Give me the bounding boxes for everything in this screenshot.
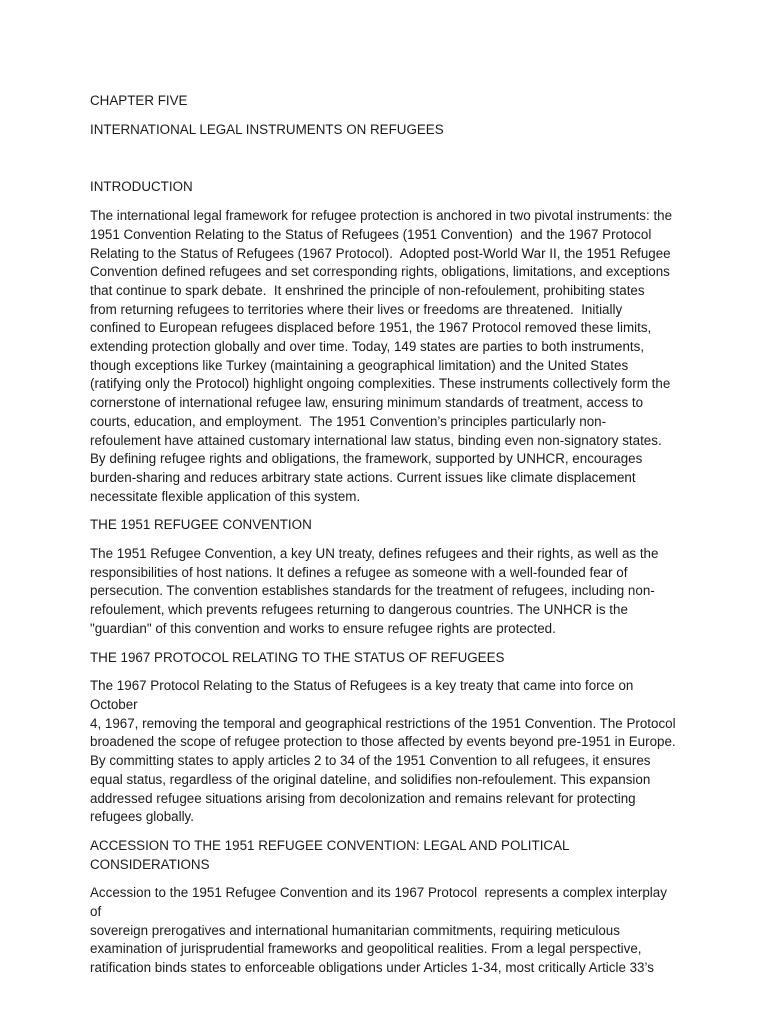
- paragraph-line: responsibilities of host nations. It defines a refugee as someone with a well-founded fear of: [90, 564, 628, 580]
- paragraph-line: Convention defined refugees and set corresponding rights, obligations, limitations, and exceptions: [90, 264, 670, 280]
- paragraph-line: 4, 1967, removing the temporal and geographical restrictions of the 1951 Convention. The Protocol: [90, 715, 676, 731]
- paragraph-line: equal status, regardless of the original dateline, and solidifies non-refoulement. This expansion: [90, 771, 651, 787]
- paragraph-line: By defining refugee rights and obligations, the framework, supported by UNHCR, encourages: [90, 451, 643, 467]
- section-paragraph: [90, 884, 680, 978]
- paragraph-line: 1951 Convention Relating to the Status of Refugees (1951 Convention) and the 1967 Protocol: [90, 226, 652, 242]
- section-heading: INTRODUCTION: [90, 179, 193, 195]
- paragraph-line: persecution. The convention establishes standards for the treatment of refugees, including non-: [90, 583, 655, 599]
- paragraph-line: that continue to spark debate. It enshrined the principle of non-refoulement, prohibiting states: [90, 282, 645, 298]
- paragraph-line: refoulement, which prevents refugees returning to dangerous countries. The UNHCR is the: [90, 602, 628, 618]
- paragraph-line: ratification binds states to enforceable obligations under Articles 1-34, most critically Article 33’s: [90, 960, 654, 976]
- paragraph-line: examination of jurisprudential frameworks and geopolitical realities. From a legal perspective,: [90, 941, 642, 957]
- paragraph-line: The 1951 Refugee Convention, a key UN treaty, defines refugees and their rights, as well as the: [90, 546, 659, 562]
- paragraph-line: extending protection globally and over time. Today, 149 states are parties to both instruments,: [90, 339, 645, 355]
- section-paragraph: [90, 207, 680, 506]
- paragraph-line: Accession to the 1951 Refugee Convention and its 1967 Protocol represents a complex interplay of: [90, 885, 671, 920]
- paragraph-line: The 1967 Protocol Relating to the Status of Refugees is a key treaty that came into force on October: [90, 678, 638, 712]
- paragraph-line: though exceptions like Turkey (maintaining a geographical limitation) and the United States: [90, 357, 629, 373]
- section-paragraph: [90, 545, 680, 639]
- paragraph-line: Relating to the Status of Refugees (1967 Protocol). Adopted post-World War II, the 1951 Refugee: [90, 245, 671, 261]
- paragraph-line: The international legal framework for refugee protection is anchored in two pivotal instruments: the: [90, 208, 673, 224]
- paragraph-line: By committing states to apply articles 2 to 34 of the 1951 Convention to all refugees, it ensures: [90, 753, 651, 769]
- paragraph-line: sovereign prerogatives and international humanitarian commitments, requiring meticulous: [90, 922, 620, 938]
- section-heading: ACCESSION TO THE 1951 REFUGEE CONVENTION: LEGAL AND POLITICAL CONSIDERATIONS: [90, 837, 573, 872]
- paragraph-line: burden-sharing and reduces arbitrary state actions. Current issues like climate displacement: [90, 469, 636, 485]
- chapter-title: INTERNATIONAL LEGAL INSTRUMENTS ON REFUGEES: [90, 121, 444, 137]
- section-paragraph: [90, 677, 680, 827]
- paragraph-line: courts, education, and employment. The 1951 Convention’s principles particularly non-: [90, 413, 607, 429]
- document-body: [90, 178, 680, 977]
- paragraph-line: broadened the scope of refugee protection to those affected by events beyond pre-1951 in Europe.: [90, 734, 676, 750]
- paragraph-line: cornerstone of international refugee law, ensuring minimum standards of treatment, access to: [90, 395, 644, 411]
- paragraph-line: refugees globally.: [90, 809, 194, 825]
- paragraph-line: necessitate flexible application of this system.: [90, 488, 361, 504]
- section-heading: THE 1967 PROTOCOL RELATING TO THE STATUS OF REFUGEES: [90, 649, 505, 665]
- paragraph-line: confined to European refugees displaced before 1951, the 1967 Protocol removed these limits,: [90, 320, 652, 336]
- paragraph-line: "guardian" of this convention and works to ensure refugee rights are protected.: [90, 620, 556, 636]
- section-heading: THE 1951 REFUGEE CONVENTION: [90, 517, 312, 533]
- paragraph-line: addressed refugee situations arising from decolonization and remains relevant for protecting: [90, 790, 636, 806]
- paragraph-line: refoulement have attained customary international law status, binding even non-signatory states.: [90, 432, 662, 448]
- chapter-label: CHAPTER FIVE: [90, 93, 188, 108]
- paragraph-line: (ratifying only the Protocol) highlight ongoing complexities. These instruments collectively form the: [90, 376, 671, 392]
- paragraph-line: from returning refugees to territories where their lives or freedoms are threatened. Initially: [90, 301, 623, 317]
